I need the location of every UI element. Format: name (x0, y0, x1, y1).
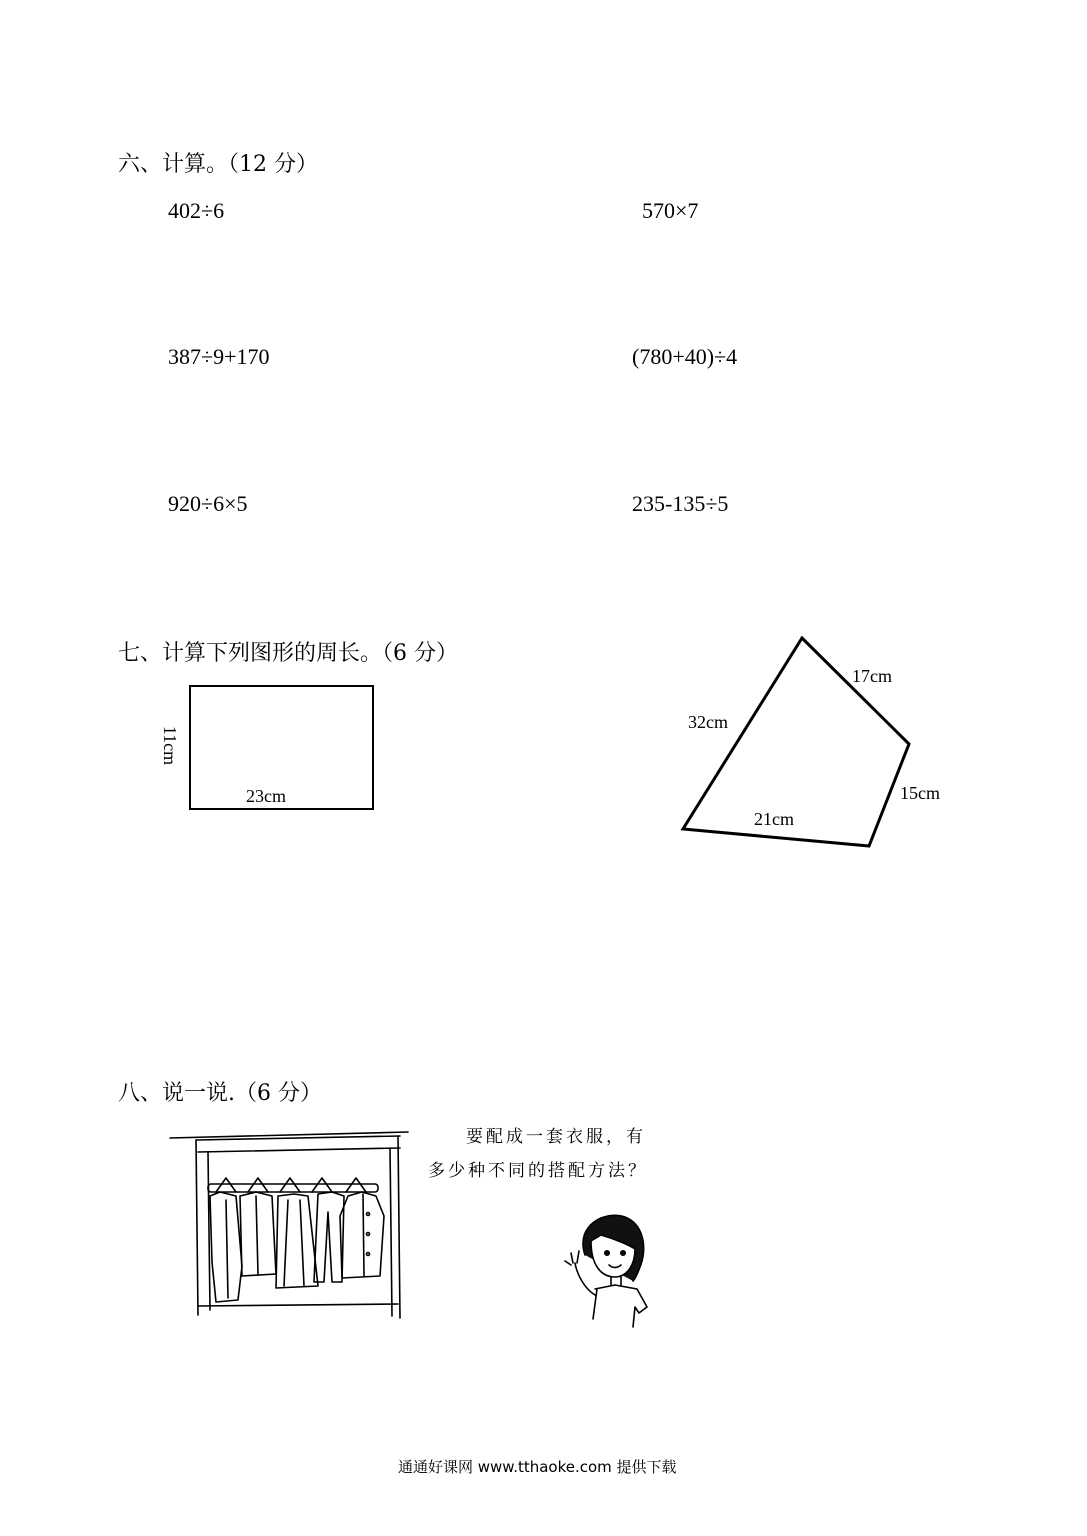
quad-side-21: 21cm (754, 809, 794, 829)
problem-4: (780+40)÷4 (632, 344, 738, 369)
quad-side-15: 15cm (900, 783, 940, 803)
problem-6: 235-135÷5 (632, 491, 729, 516)
problem-5: 920÷6×5 (168, 491, 248, 516)
section-7-title: 七、计算下列图形的周长。（6 分） (118, 641, 458, 666)
rectangle-height-label: 11cm (160, 725, 181, 766)
speech-line-2: 多少种不同的搭配方法？ (428, 1161, 648, 1181)
section-6-title: 六、计算。（12 分） (118, 152, 318, 177)
problem-2: 570×7 (642, 198, 699, 223)
girl-illustration (555, 1205, 655, 1325)
wardrobe-illustration (168, 1130, 418, 1330)
problem-3: 387÷9+170 (168, 344, 270, 369)
problem-1: 402÷6 (168, 198, 225, 223)
speech-line-1: 要配成一套衣服，有 (466, 1127, 646, 1147)
quad-side-32: 32cm (688, 712, 728, 732)
rectangle-width-label: 23cm (246, 786, 286, 806)
section-8-title: 八、说一说.（6 分） (118, 1081, 322, 1106)
quad-side-17: 17cm (852, 666, 892, 686)
footer-text: 通通好课网 www.tthaoke.com 提供下载 (398, 1458, 677, 1476)
